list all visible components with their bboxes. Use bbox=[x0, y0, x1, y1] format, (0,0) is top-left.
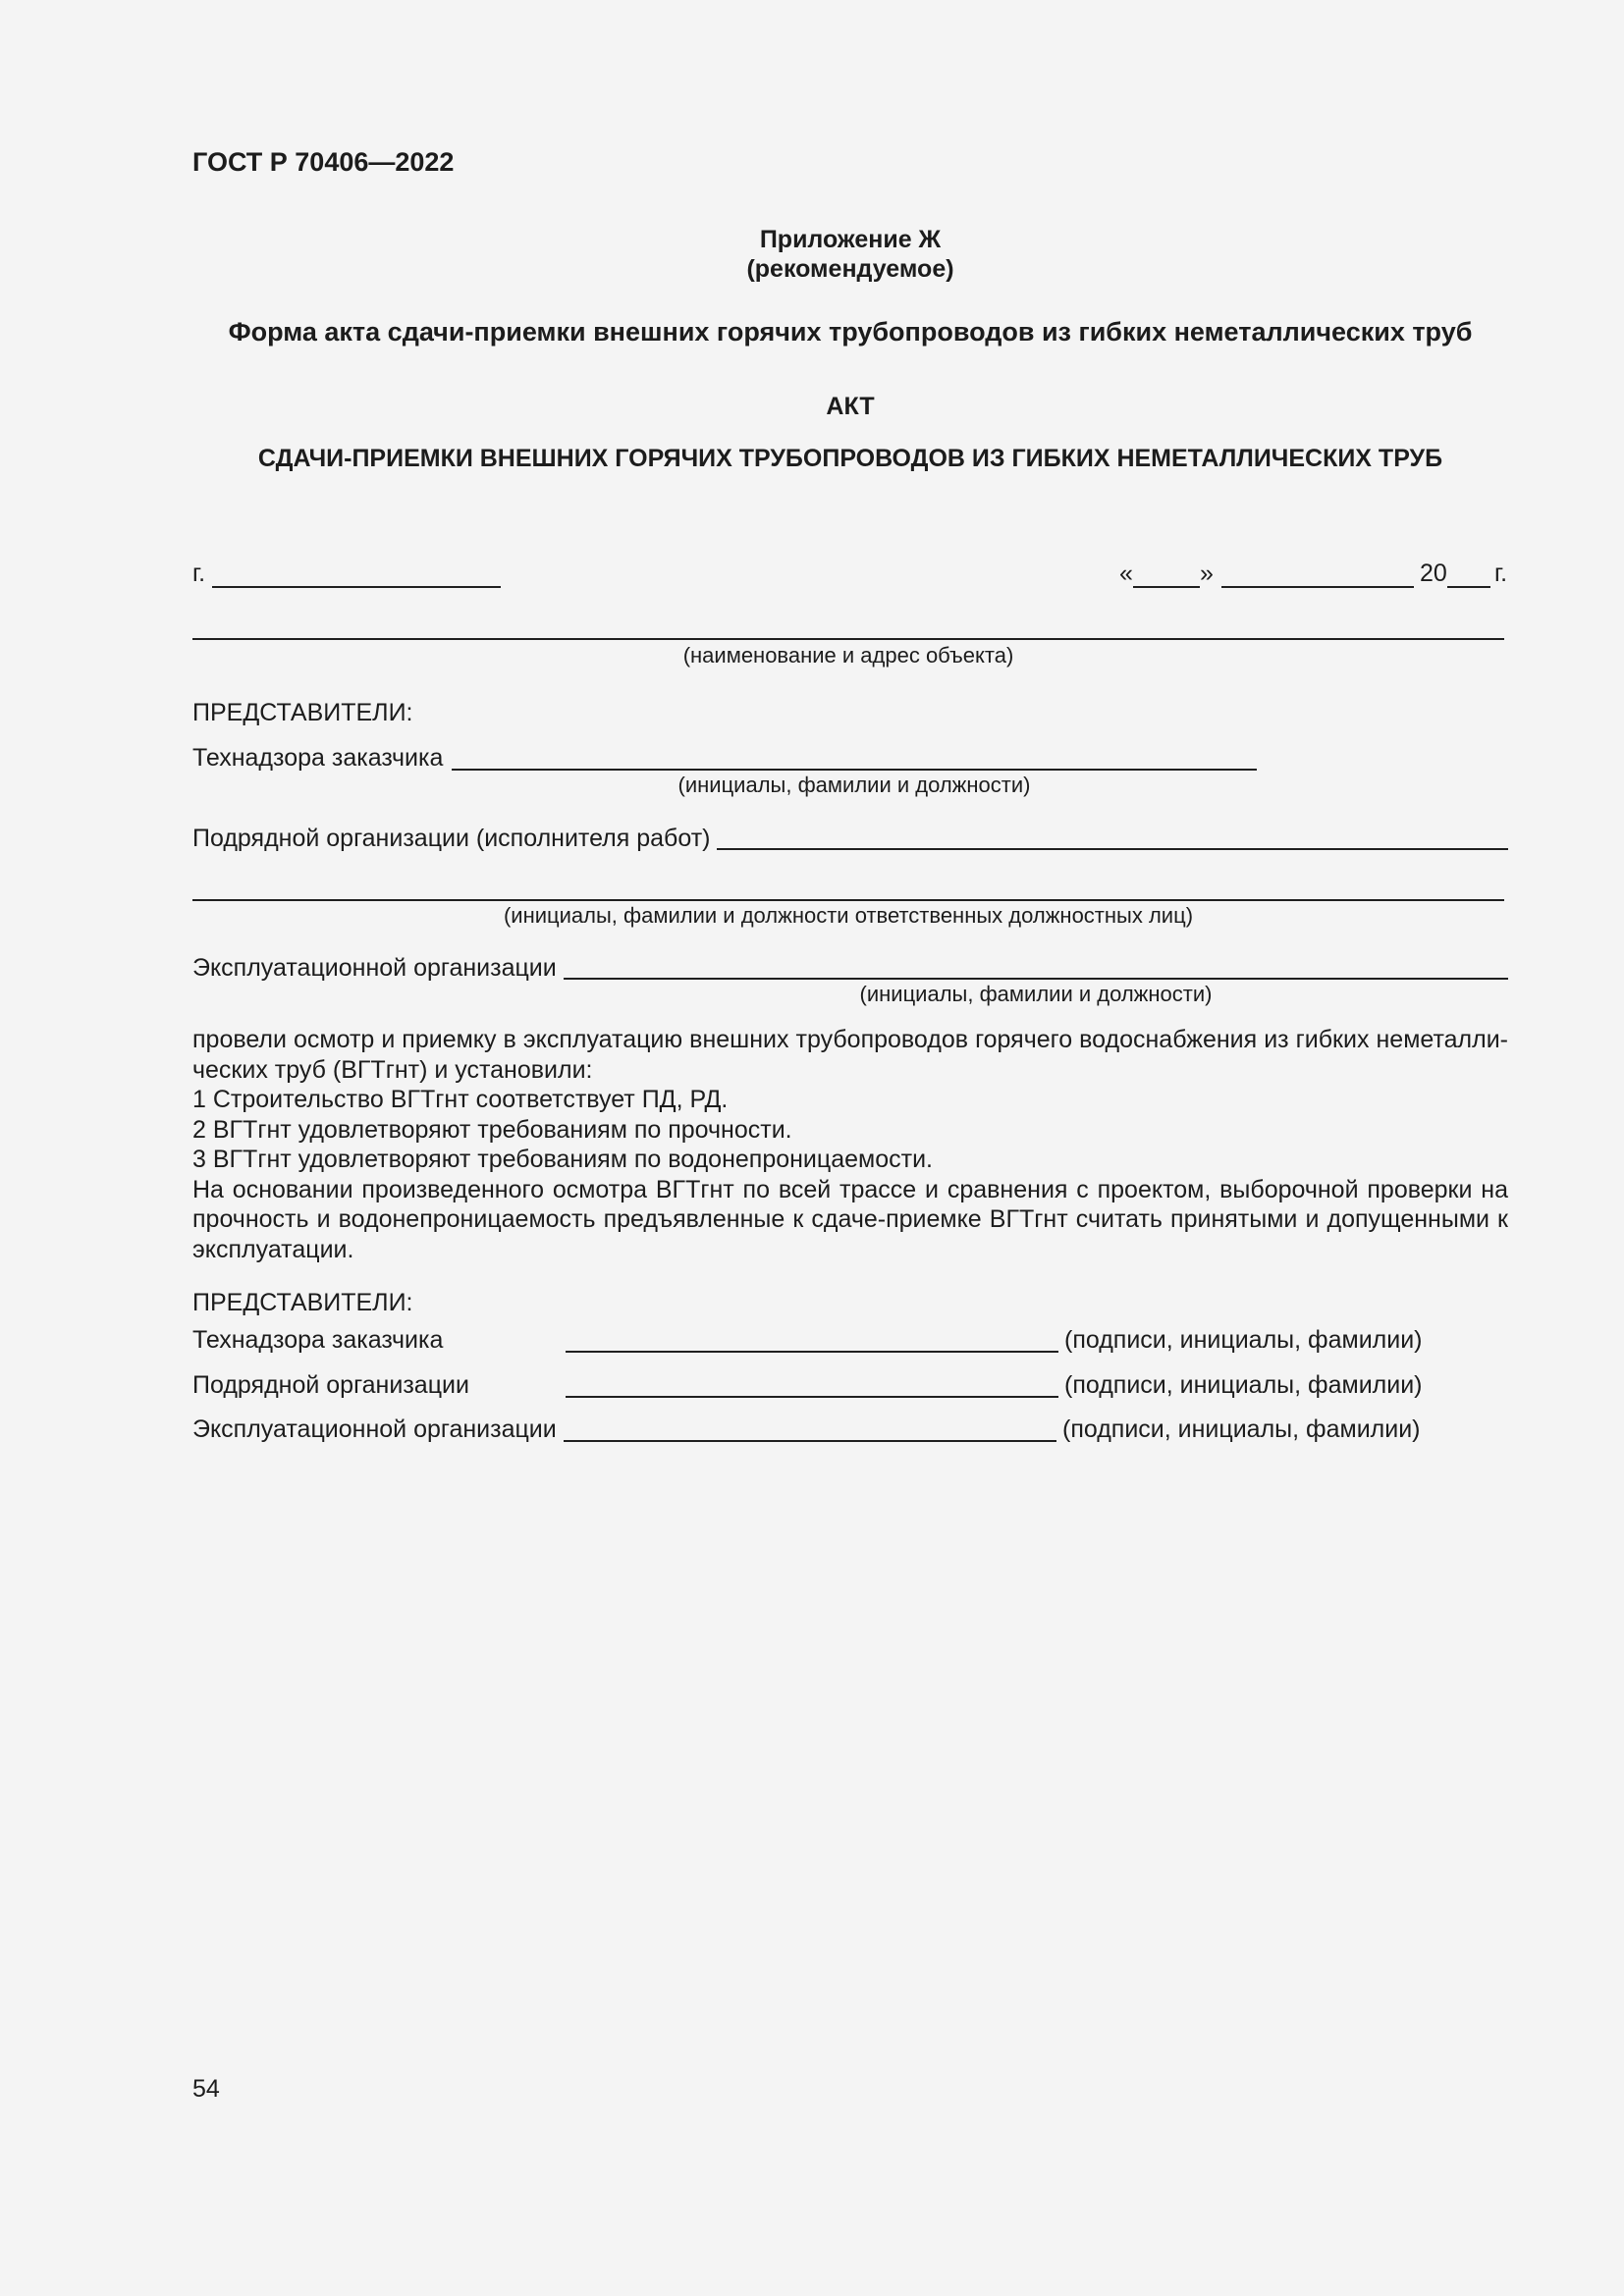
city-field[interactable] bbox=[212, 586, 501, 588]
appendix-title: Приложение Ж bbox=[759, 226, 942, 253]
day-field[interactable] bbox=[1133, 586, 1200, 588]
act-subheading: СДАЧИ-ПРИЕМКИ ВНЕШНИХ ГОРЯЧИХ ТРУБОПРОВОДОВ ИЗ ГИБКИХ НЕМЕТАЛЛИЧЕСКИХ ТРУБ bbox=[257, 445, 1443, 472]
signature-row-caption: (подписи, инициалы, фамилии) bbox=[1064, 1326, 1423, 1354]
year-suffix: г. bbox=[1494, 560, 1508, 587]
signature-field[interactable] bbox=[566, 1351, 1058, 1353]
year-prefix: 20 bbox=[1420, 560, 1447, 587]
year-field[interactable] bbox=[1447, 586, 1490, 588]
body-item-2: 2 ВГТгнт удовлетворяют требованиям по прочности. bbox=[192, 1115, 792, 1144]
signature-row-caption: (подписи, инициалы, фамилии) bbox=[1064, 1371, 1423, 1399]
contractor-field[interactable] bbox=[717, 848, 1508, 850]
act-heading: АКТ bbox=[826, 393, 875, 420]
signature-field[interactable] bbox=[564, 1440, 1056, 1442]
operator-caption: (инициалы, фамилии и должности) bbox=[859, 982, 1213, 1006]
standard-code: ГОСТ Р 70406—2022 bbox=[192, 147, 455, 177]
city-prefix: г. bbox=[192, 560, 206, 587]
signature-row-label: Подрядной организации bbox=[192, 1371, 469, 1399]
month-field[interactable] bbox=[1221, 586, 1414, 588]
page-number: 54 bbox=[192, 2075, 220, 2103]
customer-label: Технадзора заказчика bbox=[192, 744, 444, 772]
body-item-3: 3 ВГТгнт удовлетворяют требованиям по водонепроницаемости. bbox=[192, 1146, 933, 1173]
contractor-label: Подрядной организации (исполнителя работ) bbox=[192, 825, 711, 852]
contractor-caption: (инициалы, фамилии и должности ответственных должностных лиц) bbox=[503, 903, 1194, 928]
act-body bbox=[192, 1025, 1508, 1264]
date-quote-open: « bbox=[1119, 560, 1133, 587]
body-intro: провели осмотр и приемку в эксплуатацию внешних трубопроводов горячего водоснабжения из гибких неметалли-ческих труб (ВГТгнт) и установили: bbox=[192, 1026, 1508, 1084]
form-title: Форма акта сдачи-приемки внешних горячих трубопроводов из гибких неметаллических труб bbox=[228, 317, 1473, 347]
signature-row-caption: (подписи, инициалы, фамилии) bbox=[1062, 1415, 1421, 1443]
customer-field[interactable] bbox=[452, 769, 1257, 771]
signatures-heading: ПРЕДСТАВИТЕЛИ: bbox=[192, 1289, 413, 1316]
object-name-field[interactable] bbox=[192, 638, 1504, 640]
operator-label: Эксплуатационной организации bbox=[192, 954, 557, 982]
signature-field[interactable] bbox=[566, 1396, 1058, 1398]
body-conclusion: На основании произведенного осмотра ВГТгнт по всей трассе и сравнения с проектом, выборочной проверки на прочность и водонепроницаемость предъявленные к сдаче-приемке ВГТгнт считать принятыми и допущенными к эксплуатации. bbox=[192, 1175, 1508, 1263]
operator-field[interactable] bbox=[564, 978, 1508, 980]
body-item-1: 1 Строительство ВГТгнт соответствует ПД, РД. bbox=[192, 1086, 729, 1113]
appendix-status: (рекомендуемое) bbox=[746, 255, 954, 283]
customer-caption: (инициалы, фамилии и должности) bbox=[677, 773, 1031, 797]
contractor-field-second-line[interactable] bbox=[192, 899, 1504, 901]
signature-row-label: Технадзора заказчика bbox=[192, 1326, 444, 1354]
representatives-heading: ПРЕДСТАВИТЕЛИ: bbox=[192, 699, 413, 726]
date-quote-close: » bbox=[1200, 560, 1214, 587]
signature-row-label: Эксплуатационной организации bbox=[192, 1415, 557, 1443]
object-caption: (наименование и адрес объекта) bbox=[682, 643, 1014, 667]
